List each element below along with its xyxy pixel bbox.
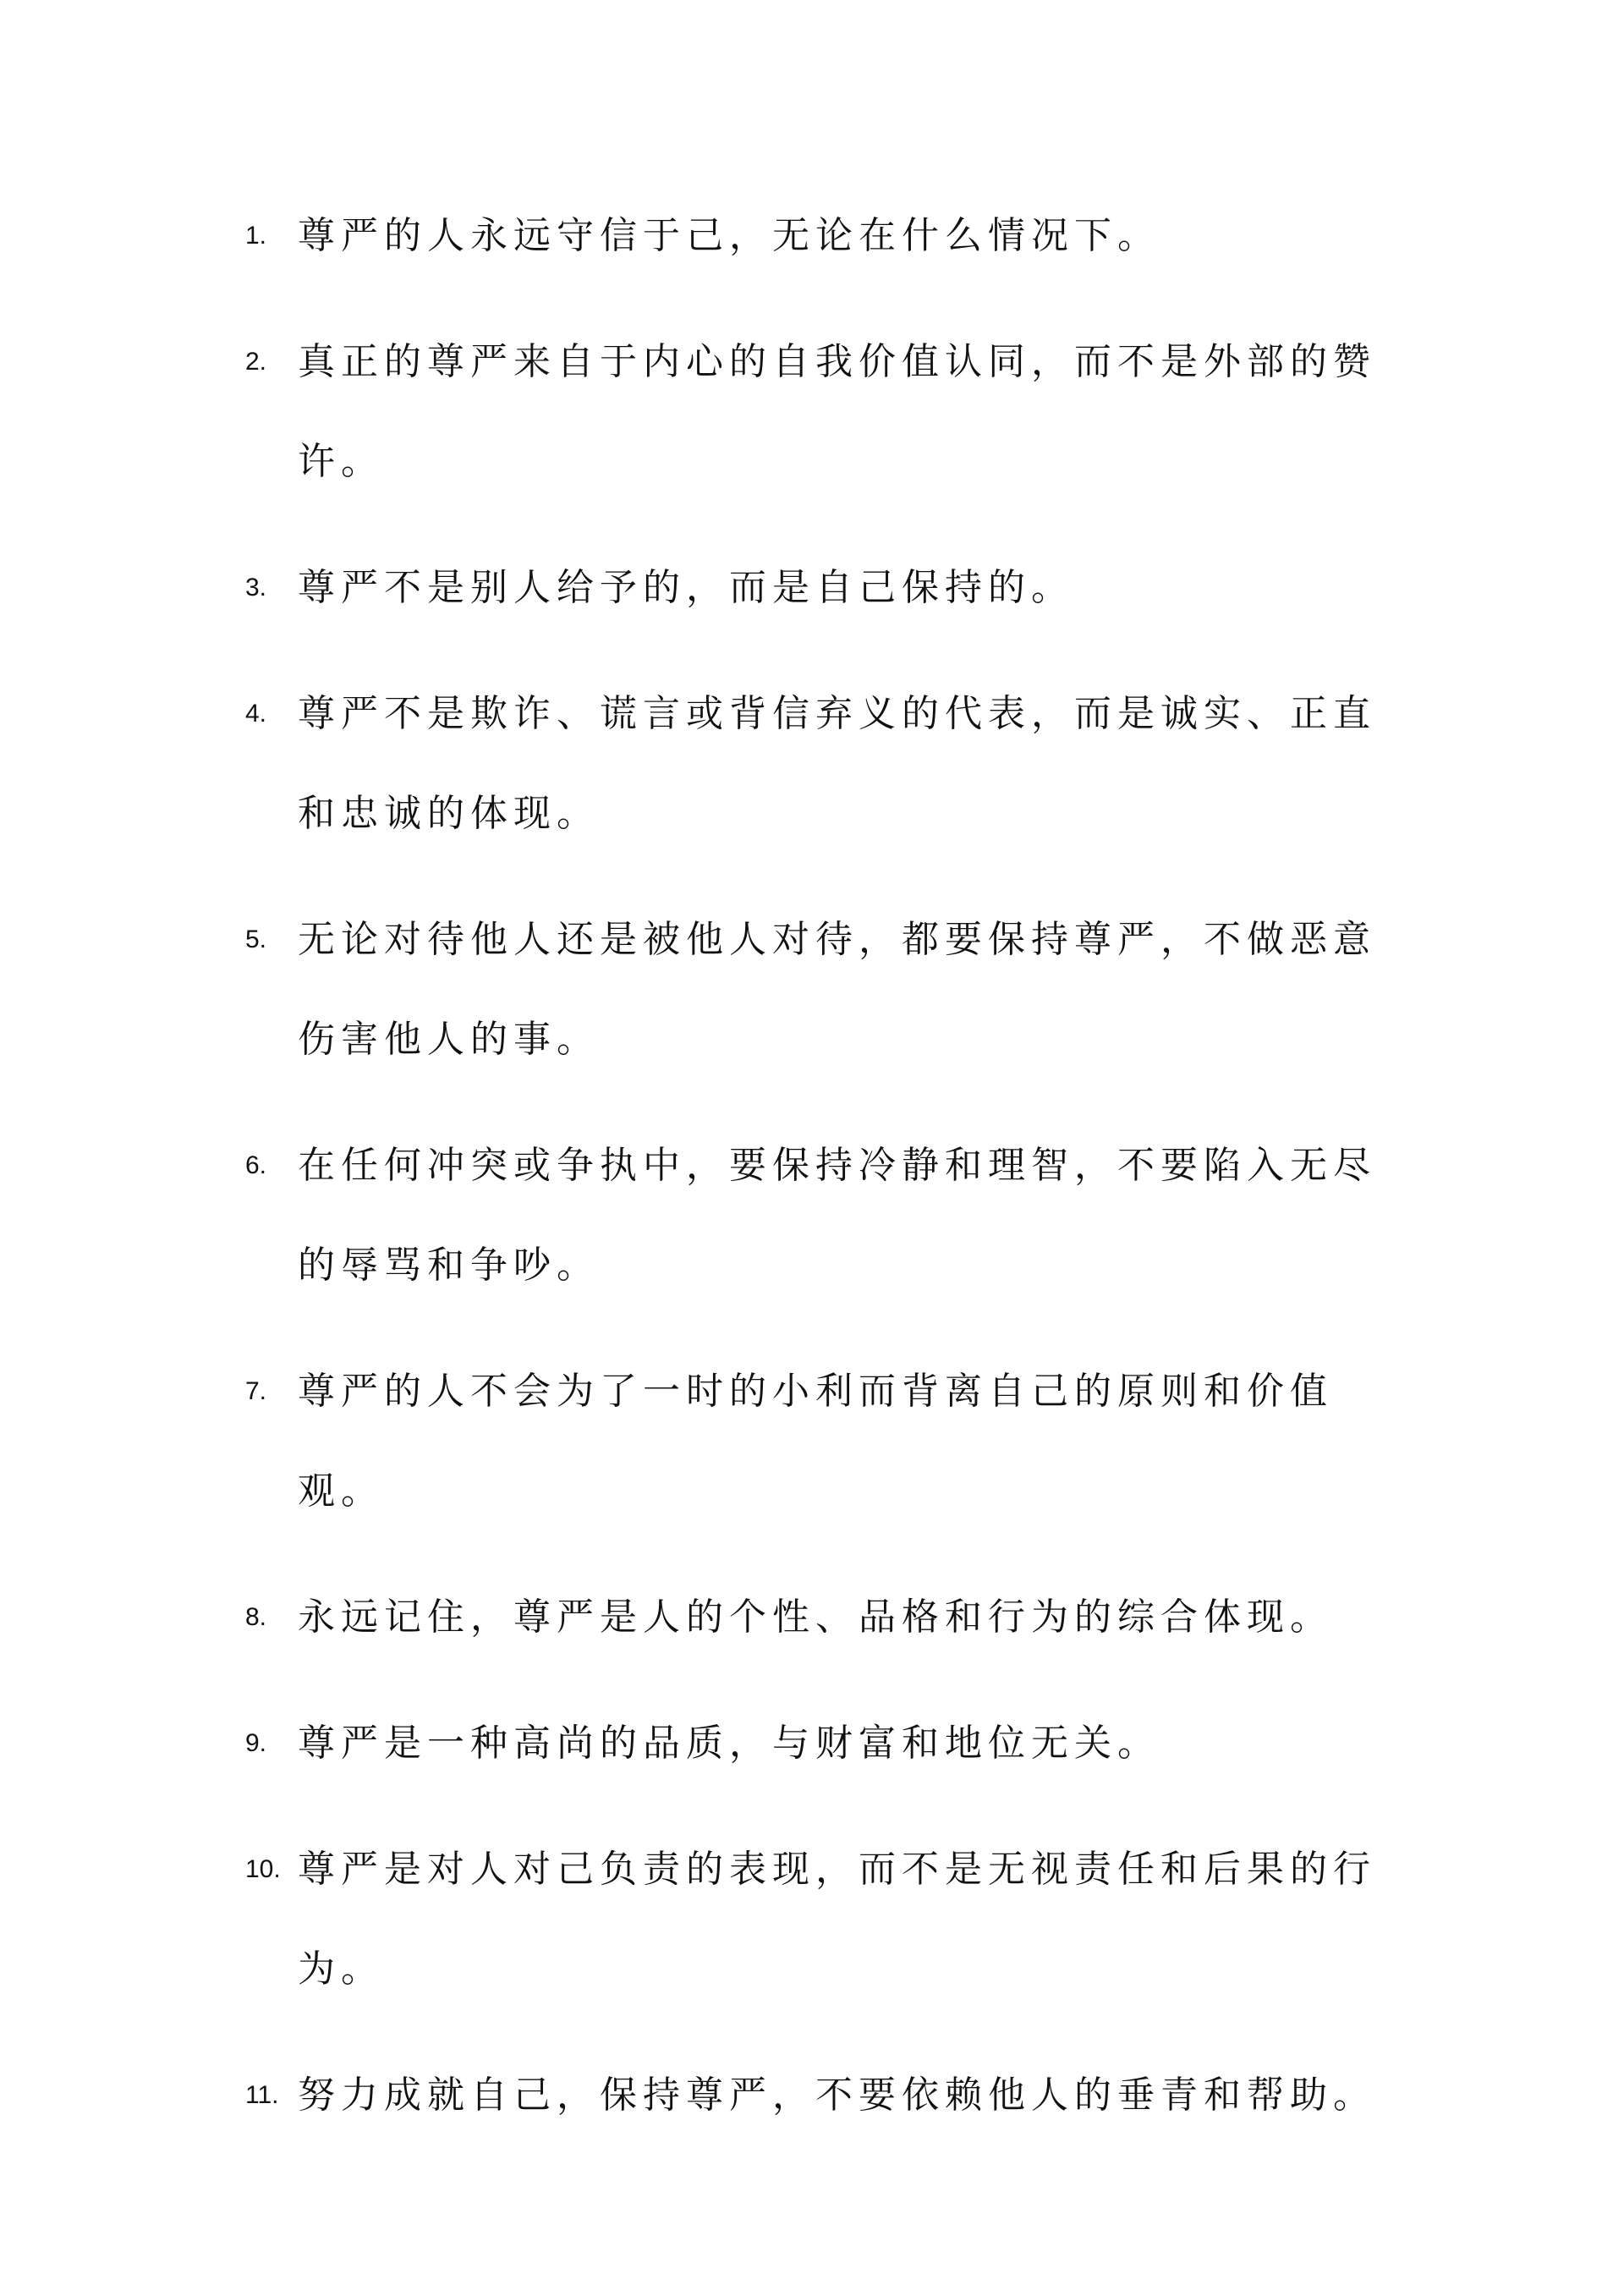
list-item (245, 890, 1413, 1090)
list-item-number: 5. (245, 926, 267, 953)
list-item-text: 无论对待他人还是被他人对待，都要保持尊严，不做恶意伤害他人的事。 (298, 918, 1376, 1061)
list-item (245, 1116, 1413, 1316)
list-item-number: 7. (245, 1377, 267, 1405)
list-item (245, 1820, 1413, 2019)
list-item-text: 尊严不是欺诈、谎言或背信弃义的代表，而是诚实、正直和忠诚的体现。 (298, 692, 1376, 835)
list-item (245, 1342, 1413, 1541)
list-item (245, 312, 1413, 512)
list-item-number: 9. (245, 1729, 267, 1757)
list-item-text: 真正的尊严来自于内心的自我价值认同，而不是外部的赞许。 (298, 340, 1376, 483)
list-item (245, 1568, 1413, 1667)
list-item-text: 努力成就自己，保持尊严，不要依赖他人的垂青和帮助。 (298, 2074, 1376, 2117)
list-item-text: 尊严是对人对己负责的表现，而不是无视责任和后果的行为。 (298, 1848, 1376, 1991)
list-item-text: 尊严不是别人给予的，而是自己保持的。 (298, 566, 1074, 609)
list-item (245, 538, 1413, 638)
list-item-number: 6. (245, 1151, 267, 1179)
list-item-text: 永远记住，尊严是人的个性、品格和行为的综合体现。 (298, 1596, 1333, 1639)
list-item-text: 尊严的人永远守信于己，无论在什么情况下。 (298, 214, 1160, 257)
list-item (245, 2046, 1413, 2145)
list-item-text: 在任何冲突或争执中，要保持冷静和理智，不要陷入无尽的辱骂和争吵。 (298, 1144, 1376, 1287)
quote-list (245, 186, 1413, 2172)
list-item-number: 4. (245, 700, 267, 728)
list-item (245, 1694, 1413, 1793)
list-item (245, 186, 1413, 286)
list-item-number: 11. (245, 2081, 279, 2109)
list-item-number: 8. (245, 1603, 267, 1631)
list-item (245, 664, 1413, 864)
list-item-number: 2. (245, 348, 267, 376)
list-item-number: 3. (245, 574, 267, 601)
list-item-text: 尊严的人不会为了一时的小利而背离自己的原则和价值观。 (298, 1370, 1333, 1513)
list-item-number: 10. (245, 1855, 281, 1883)
list-item-text: 尊严是一种高尚的品质，与财富和地位无关。 (298, 1722, 1160, 1765)
list-item-number: 1. (245, 222, 267, 250)
